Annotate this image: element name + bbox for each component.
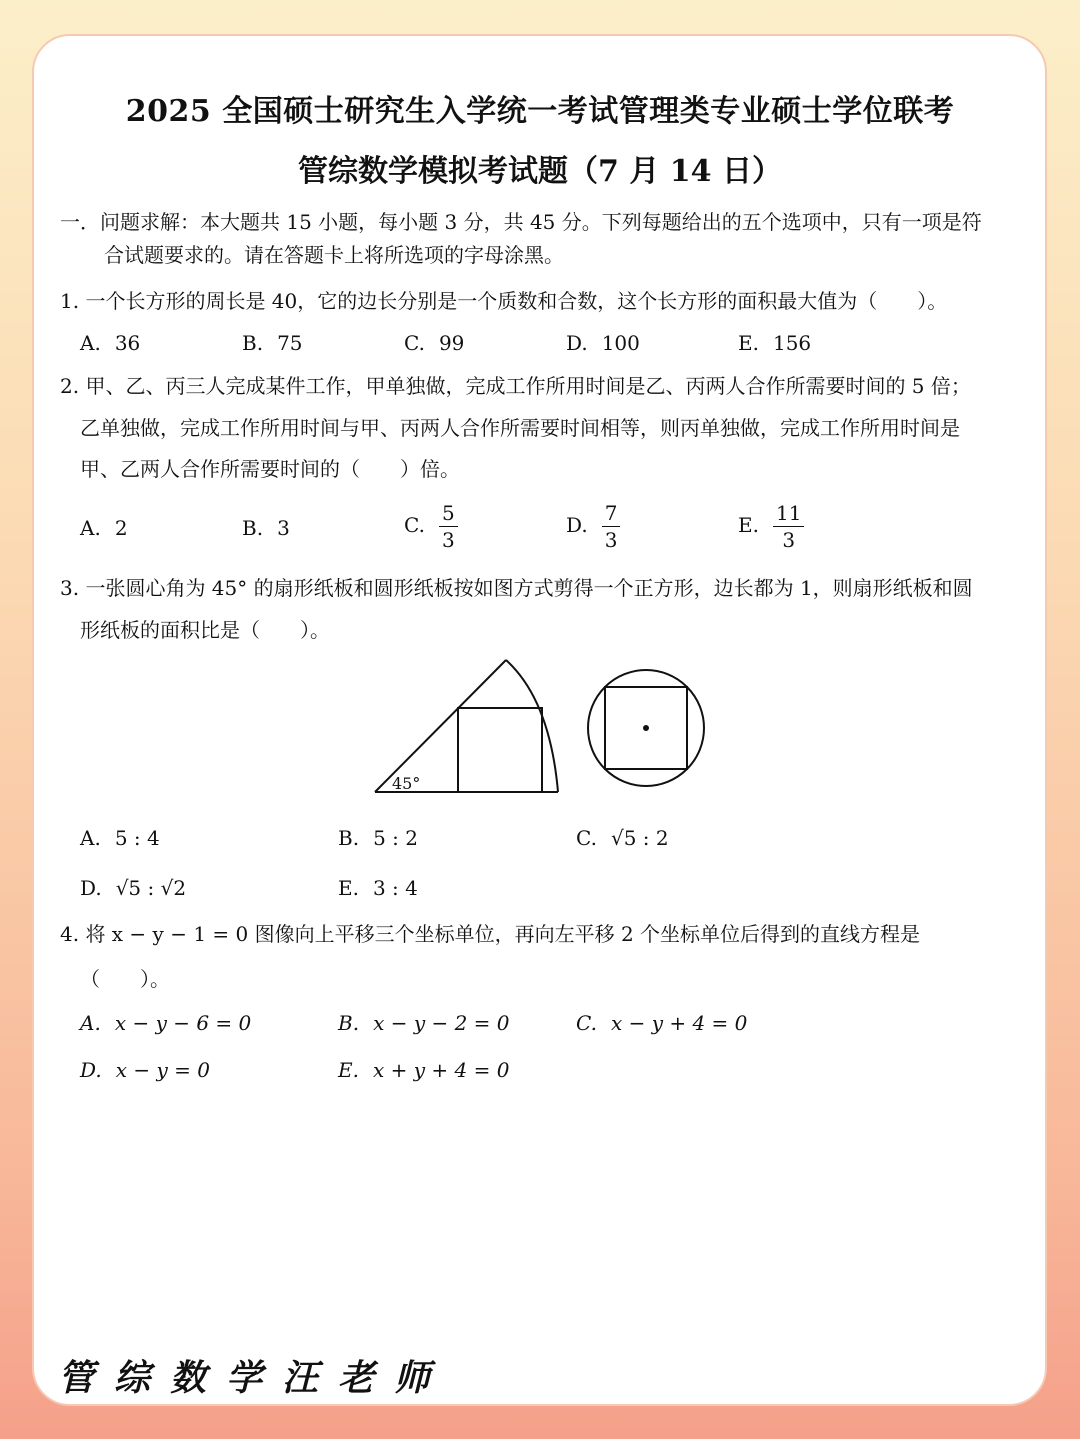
q2-stem-line1: 2. 甲、乙、丙三人完成某件工作，甲单独做，完成工作所用时间是乙、丙两人合作所需要时间的 5 倍； [60,374,971,398]
author-signature: 管综数学汪老师 [58,1357,451,1399]
q4-option-e: E. x + y + 4 = 0 [338,1058,510,1082]
sector-shape [375,660,558,792]
q1-option-a: A. 36 [80,331,141,355]
q2-option-d: D. $\frac{7}{3}$ [566,502,620,551]
q2-option-e: E. $\frac{11}{3}$ [738,502,804,551]
exam-title: 2025 全国硕士研究生入学统一考试管理类专业硕士学位联考 [125,94,955,129]
sector-inner-square [458,708,542,792]
q2-option-c: C. $\frac{5}{3}$ [404,502,458,551]
q3-figure [360,650,720,800]
q2-option-b: B. 3 [242,516,290,540]
q3-option-d: D. √5 : √2 [80,876,187,900]
q4-option-b: B. x − y − 2 = 0 [338,1011,510,1035]
q2-stem-line2: 乙单独做，完成工作所用时间与甲、丙两人合作所需要时间相等，则丙单独做，完成工作所用时间是 [80,416,960,440]
q1-option-b: B. 75 [242,331,303,355]
q3-option-b: B. 5 : 2 [338,826,418,850]
section-instructions-line1: 一．问题求解：本大题共 15 小题，每小题 3 分，共 45 分。下列每题给出的五个选项中，只有一项是符 [60,210,982,234]
circle-center-dot [643,725,649,731]
q3-option-c: C. √5 : 2 [576,826,669,850]
q1-stem: 1. 一个长方形的周长是 40，它的边长分别是一个质数和合数，这个长方形的面积最大值为（ ）。 [60,289,948,313]
section-instructions-line2: 合试题要求的。请在答题卡上将所选项的字母涂黑。 [104,243,564,267]
q1-option-e: E. 156 [738,331,812,355]
q4-stem-line1: 4. 将 x − y − 1 = 0 图像向上平移三个坐标单位，再向左平移 2 个坐标单位后得到的直线方程是 [60,922,921,946]
q2-option-a: A. 2 [80,516,128,540]
q1-option-d: D. 100 [566,331,640,355]
q3-stem-line2: 形纸板的面积比是（ ）。 [80,618,330,642]
q3-option-a: A. 5 : 4 [80,826,160,850]
q3-stem-line1: 3. 一张圆心角为 45° 的扇形纸板和圆形纸板按如图方式剪得一个正方形，边长都为 1，则扇形纸板和圆 [60,576,973,600]
q1-option-c: C. 99 [404,331,465,355]
q3-option-e: E. 3 : 4 [338,876,418,900]
q4-option-a: A. x − y − 6 = 0 [80,1011,252,1035]
q2-stem-line3: 甲、乙两人合作所需要时间的（ ）倍。 [80,457,460,481]
q4-stem-line2: （ ）。 [80,967,170,991]
q4-option-c: C. x − y + 4 = 0 [576,1011,748,1035]
q4-option-d: D. x − y = 0 [80,1058,210,1082]
exam-subtitle: 管综数学模拟考试题（7 月 14 日） [298,154,782,189]
angle-label: 45° [392,774,421,793]
